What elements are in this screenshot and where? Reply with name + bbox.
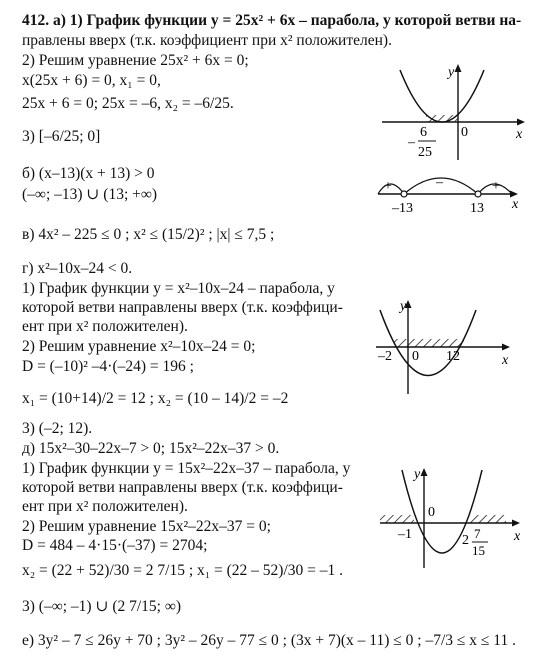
text-line-19: 1) График функции y = 15x²–22x–37 – парабола, у <box>22 460 351 477</box>
text-line-2: правлены вверх (т.к. коэффициент при x² положителен). <box>22 32 392 49</box>
text-line-13: ент при x² положителен). <box>22 318 188 335</box>
root-numerator: 7 <box>474 526 481 541</box>
x-axis-arrow <box>502 344 510 351</box>
x-label: x <box>516 127 523 142</box>
text-line-1: 412. а) 1) График функции y = 25x² + 6x – парабола, у которой ветви на- <box>22 12 522 29</box>
zero-label: 0 <box>428 505 435 520</box>
x-axis-arrow <box>512 520 520 527</box>
hatched-left <box>380 515 414 523</box>
zero-label: 0 <box>461 125 468 140</box>
root-whole: 2 <box>462 533 469 548</box>
text-line-22: 2) Решим уравнение 15x²–22x–37 = 0; <box>22 518 271 535</box>
y-label: y <box>448 65 455 80</box>
graph-g <box>372 296 522 396</box>
label-right: 13 <box>470 201 484 216</box>
graph-b <box>372 168 532 216</box>
text-line-25: 3) (–∞; –1) ∪ (2 7/15; ∞) <box>22 598 182 615</box>
root-right: 12 <box>446 349 460 364</box>
sign-plus-left: + <box>384 179 392 194</box>
text-line-4: x(25x + 6) = 0, x₁ = 0, <box>22 72 161 89</box>
root-left: –1 <box>398 527 412 542</box>
y-axis-arrow <box>421 468 428 476</box>
y-axis-arrow <box>455 64 462 72</box>
parabola <box>402 470 482 553</box>
text-line-7: б) (x–13)(x + 13) > 0 <box>22 165 155 182</box>
text-line-12: которой ветви направлены вверх (т.к. коэффици- <box>22 299 343 316</box>
text-line-21: ент при x² положителен). <box>22 498 188 515</box>
text-line-11: 1) График функции y = x²–10x–24 – парабола, у <box>22 280 335 297</box>
hatched-interval <box>394 339 464 347</box>
y-label: y <box>400 299 407 314</box>
text-line-3: 2) Решим уравнение 25x² + 6x = 0; <box>22 52 249 69</box>
text-line-26: е) 3y² – 7 ≤ 26y + 70 ; 3y² – 26y – 77 ≤ 0 ; (3x + 7)(x – 11) ≤ 0 ; –7/3 ≤ x ≤ 11 . <box>22 632 516 649</box>
x-label: x <box>514 529 521 544</box>
text-line-17: 3) (–2; 12). <box>22 420 93 437</box>
parabola <box>400 70 484 122</box>
text-line-15: D = (–10)² –4·(–24) = 196 ; <box>22 358 194 375</box>
text-line-24: x₂ = (22 + 52)/30 = 2 7/15 ; x₁ = (22 – 52)/30 = –1 . <box>22 562 344 579</box>
sign-plus-right: + <box>492 179 500 194</box>
root-left: –2 <box>378 349 392 364</box>
hatched-right <box>470 515 506 523</box>
x-label: x <box>512 197 519 212</box>
sign-minus: – <box>436 175 443 190</box>
graph-d <box>376 464 536 584</box>
text-line-14: 2) Решим уравнение x²–10x–24 = 0; <box>22 338 256 355</box>
text-line-23: D = 484 – 4·15·(–37) = 2704; <box>22 537 208 554</box>
label-left: –13 <box>392 201 413 216</box>
point-left <box>401 191 407 197</box>
x-label: x <box>502 353 509 368</box>
root-denominator: 15 <box>472 543 485 558</box>
text-line-6: 3) [–6/25; 0] <box>22 128 101 145</box>
text-line-5: 25x + 6 = 0; 25x = –6, x₂ = –6/25. <box>22 95 234 112</box>
text-line-9: в) 4x² – 225 ≤ 0 ; x² ≤ (15/2)² ; |x| ≤ 7,5 ; <box>22 226 275 243</box>
root-denominator: 25 <box>418 145 432 160</box>
zero-label: 0 <box>412 349 419 364</box>
text-line-18: д) 15x²–30–22x–7 > 0; 15x²–22x–37 > 0. <box>22 440 280 457</box>
point-right <box>475 191 481 197</box>
graph-a <box>380 60 530 170</box>
text-line-8: (–∞; –13) ∪ (13; +∞) <box>22 186 158 203</box>
text-line-16: x₁ = (10+14)/2 = 12 ; x₂ = (10 – 14)/2 = –2 <box>22 390 289 407</box>
x-axis-arrow <box>517 119 525 126</box>
root-numerator: 6 <box>420 125 427 140</box>
text-line-10: г) x²–10x–24 < 0. <box>22 260 133 277</box>
minus-sign: – <box>408 135 415 150</box>
y-label: y <box>414 467 421 482</box>
text-line-20: которой ветви направлены вверх (т.к. коэффици- <box>22 479 343 496</box>
